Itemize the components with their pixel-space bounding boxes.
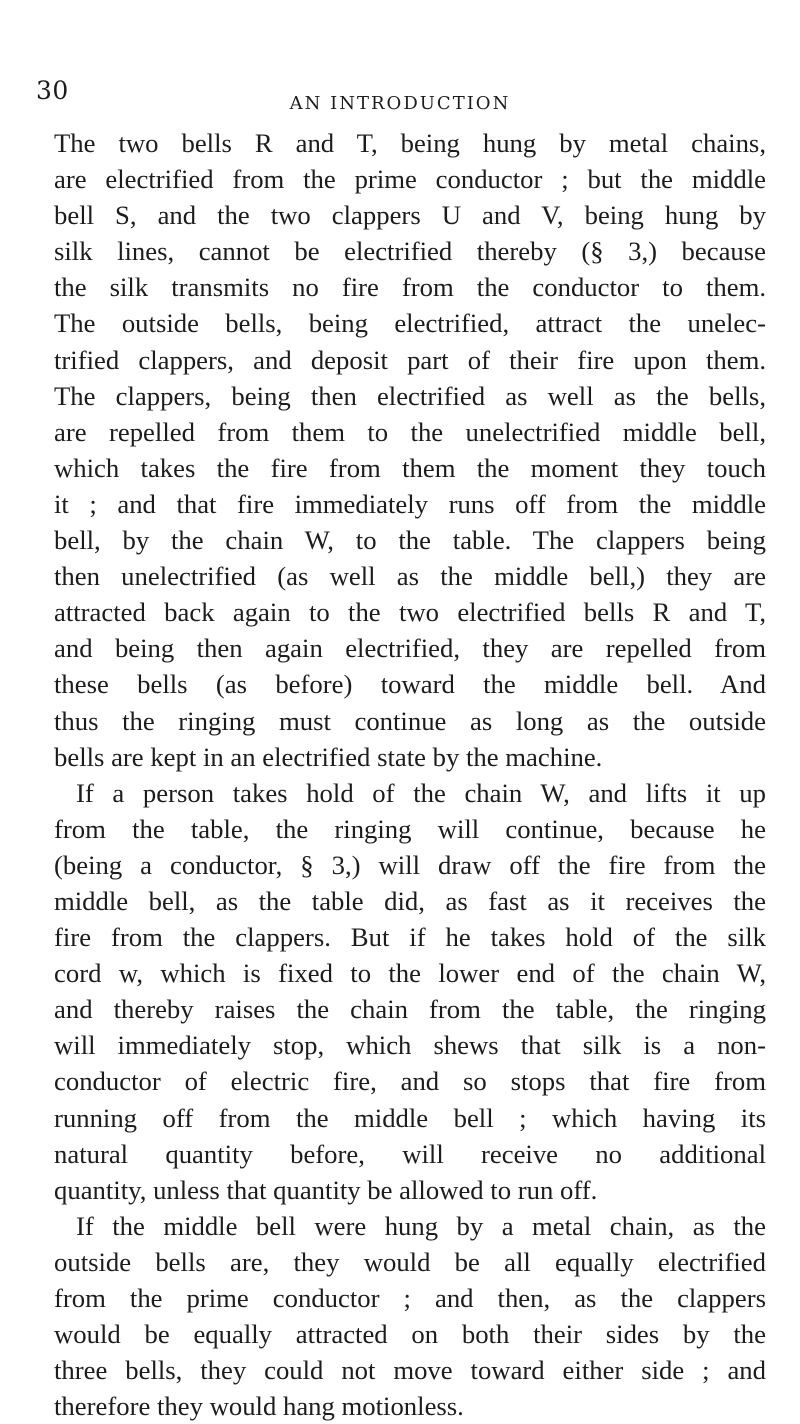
text-line: quantity, unless that quantity be allowed to run off. <box>54 1174 598 1205</box>
text-line: then unelectrified (as well as the middle bell,) they are <box>54 561 766 592</box>
page-header <box>0 76 800 116</box>
page-number: 30 <box>36 76 69 105</box>
text-line: natural quantity before, will receive no additional <box>54 1138 766 1169</box>
text-line: The two bells R and T, being hung by metal chains, <box>54 128 766 158</box>
paragraph <box>54 775 766 1208</box>
paragraph <box>54 125 766 775</box>
text-line: If a person takes hold of the chain W, and lifts it up <box>76 777 766 808</box>
text-line: from the table, the ringing will continue, because he <box>54 813 766 844</box>
text-line: outside bells are, they would be all equally electrified <box>54 1246 766 1277</box>
text-line: conductor of electric fire, and so stops that fire from <box>54 1066 766 1097</box>
text-line: trified clappers, and deposit part of their fire upon them. <box>54 344 766 375</box>
text-line: running off from the middle bell ; which having its <box>54 1102 766 1133</box>
text-line: three bells, they could not move toward either side ; and <box>54 1355 766 1386</box>
text-line: therefore they would hang motionless. <box>54 1391 464 1422</box>
text-line: If the middle bell were hung by a metal chain, as the <box>76 1210 766 1241</box>
text-line: thus the ringing must continue as long as the outside <box>54 705 766 736</box>
text-line: and thereby raises the chain from the table, the ringing <box>54 994 766 1025</box>
text-line: are electrified from the prime conductor ; but the middle <box>54 164 766 195</box>
text-line: would be equally attracted on both their sides by the <box>54 1319 766 1350</box>
running-head: AN INTRODUCTION <box>289 93 511 114</box>
text-line: it ; and that fire immediately runs off from the middle <box>54 488 766 519</box>
text-line: are repelled from them to the unelectrified middle bell, <box>54 416 766 447</box>
paragraph <box>54 1208 766 1424</box>
text-line: bell, by the chain W, to the table. The clappers being <box>54 525 766 556</box>
text-line: (being a conductor, § 3,) will draw off the fire from the <box>54 849 766 880</box>
text-line: will immediately stop, which shews that silk is a non- <box>54 1030 766 1061</box>
text-line: cord w, which is fixed to the lower end of the chain W, <box>54 958 766 989</box>
text-line: these bells (as before) toward the middle bell. And <box>54 669 766 700</box>
text-line: from the prime conductor ; and then, as the clappers <box>54 1283 766 1313</box>
text-line: bell S, and the two clappers U and V, being hung by <box>54 200 766 231</box>
text-line: which takes the fire from them the moment they touch <box>54 452 766 483</box>
text-line: middle bell, as the table did, as fast as it receives the <box>54 885 766 916</box>
text-line: and being then again electrified, they are repelled from <box>54 633 766 664</box>
text-line: attracted back again to the two electrified bells R and T, <box>54 597 766 628</box>
body-text <box>54 125 766 1424</box>
text-line: bells are kept in an electrified state by the machine. <box>54 741 603 772</box>
text-line: the silk transmits no fire from the conductor to them. <box>54 272 766 303</box>
text-line: The clappers, being then electrified as well as the bells, <box>54 380 766 411</box>
text-line: The outside bells, being electrified, attract the unelec- <box>54 308 766 339</box>
text-line: fire from the clappers. But if he takes hold of the silk <box>54 922 766 953</box>
text-line: silk lines, cannot be electrified thereby (§ 3,) because <box>54 236 766 267</box>
